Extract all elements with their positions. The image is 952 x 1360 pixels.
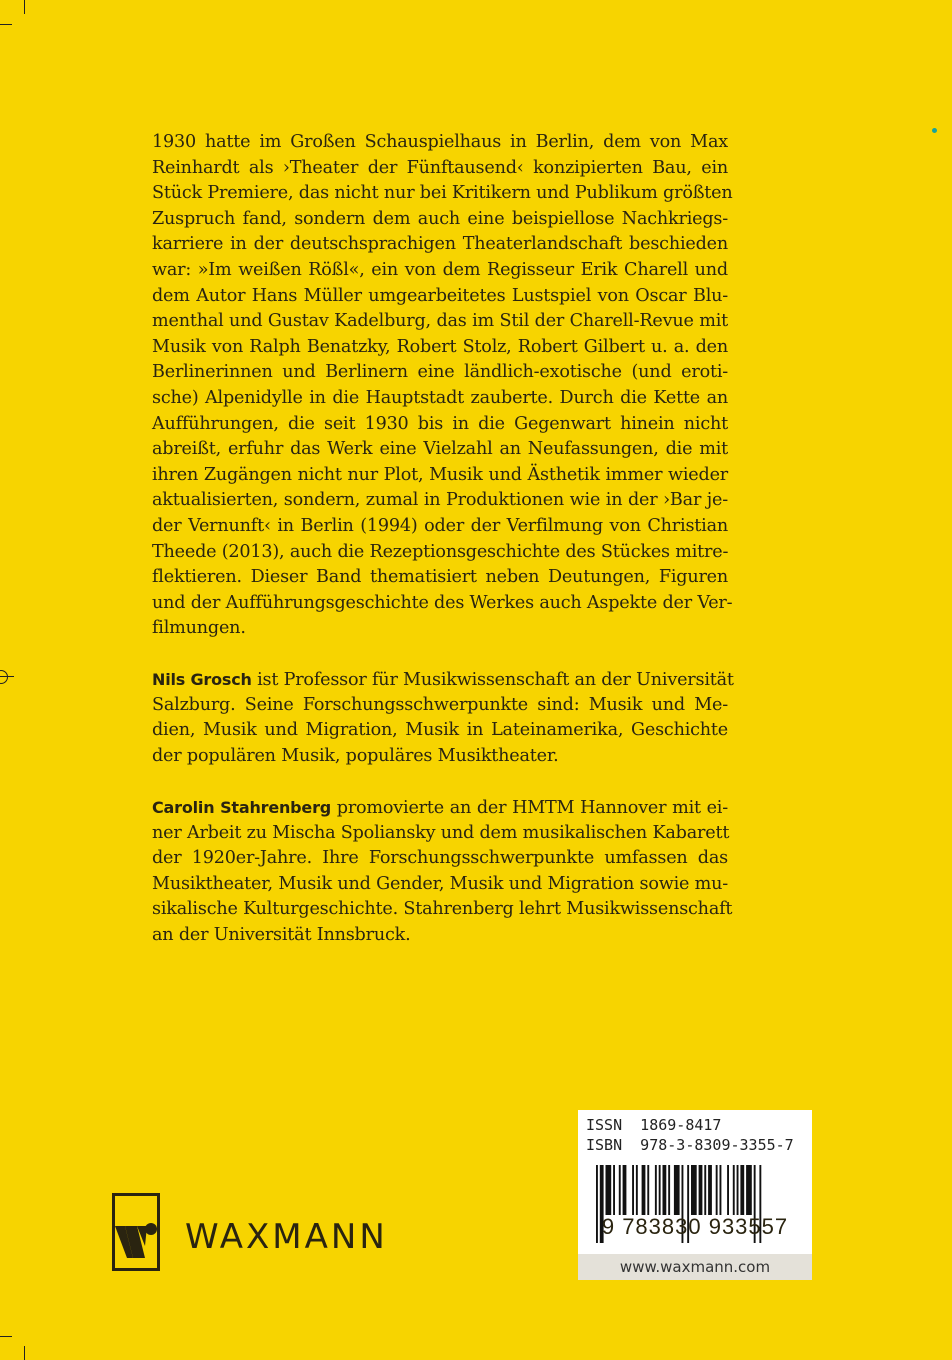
crop-mark (24, 0, 25, 14)
barcode-bar (740, 1165, 744, 1215)
barcode-bar (663, 1165, 667, 1215)
description-paragraph (152, 130, 733, 642)
line-text: Theede (2013), auch die Rezeptionsgeschichte des Stückes mitre- (152, 541, 729, 562)
barcode-bar (691, 1165, 697, 1215)
line-text: der populären Musik, populäres Musiktheater. (152, 745, 559, 766)
line-text: Berlinerinnen und Berlinern eine ländlich-exotische (und eroti- (152, 362, 728, 383)
line-text: Aufführungen, die seit 1930 bis in die Gegenwart hinein nicht (152, 413, 728, 434)
barcode-bar (659, 1165, 661, 1215)
text-line (152, 156, 728, 182)
text-line (152, 309, 728, 335)
barcode-bar (720, 1165, 722, 1215)
line-text: Musik von Ralph Benatzky, Robert Stolz, Robert Gilbert u. a. den (152, 336, 728, 357)
line-text: Salzburg. Seine Forschungsschwerpunkte sind: Musik und Me- (152, 694, 728, 715)
text-line (152, 284, 728, 310)
crop-mark (24, 1346, 25, 1360)
barcode-bar (647, 1165, 649, 1215)
barcode-digits: 9 783830 933557 (601, 1214, 789, 1239)
line-text: aktualisierten, sondern, zumal in Produktionen wie in der ›Bar je- (152, 490, 728, 511)
text-line (152, 360, 728, 386)
barcode-bar (623, 1165, 627, 1215)
line-text: war: »Im weißen Rößl«, ein von dem Regisseur Erik Charell und (152, 259, 728, 280)
line-text: der 1920er-Jahre. Ihre Forschungsschwerpunkte umfassen das (152, 848, 728, 869)
text-line (152, 335, 728, 361)
barcode-bar (708, 1165, 712, 1215)
text-line (152, 897, 733, 923)
line-text: ihren Zugängen nicht nur Plot, Musik und Ästhetik immer wieder (152, 464, 728, 485)
author-name: Nils Grosch (152, 670, 252, 689)
author-bio-grosch (152, 667, 734, 769)
text-line (152, 540, 728, 566)
line-text: flektieren. Dieser Band thematisiert neben Deutungen, Figuren (152, 567, 728, 588)
barcode-bar (746, 1165, 752, 1215)
text-line (152, 386, 728, 412)
barcode-bar (733, 1165, 735, 1215)
barcode-bar (737, 1165, 739, 1215)
line-text: an der Universität Innsbruck. (152, 924, 411, 945)
text-line (152, 565, 728, 591)
text-line (152, 258, 728, 284)
text-line (152, 181, 733, 207)
text-line (152, 437, 728, 463)
line-text: und der Aufführungsgeschichte des Werkes auch Aspekte der Ver- (152, 592, 733, 613)
isbn: ISBN 978-3-8309-3355-7 (586, 1136, 794, 1154)
barcode-bar (699, 1165, 703, 1215)
barcode-bar (727, 1165, 729, 1215)
publisher-name: WAXMANN (185, 1217, 388, 1257)
text-line (152, 616, 728, 642)
issn: ISSN 1869-8417 (586, 1116, 722, 1134)
line-text: promovierte an der HMTM Hannover mit ei- (331, 798, 728, 818)
line-text: sikalische Kulturgeschichte. Stahrenberg lehrt Musikwissenschaft (152, 899, 733, 920)
barcode-bar (636, 1165, 638, 1215)
text-line (152, 821, 728, 847)
registration-dot (932, 128, 937, 133)
line-text: der Vernunft‹ in Berlin (1994) oder der Verfilmung von Christian (152, 515, 728, 536)
line-text: menthal und Gustav Kadelburg, das im Stil der Charell-Revue mit (152, 311, 728, 332)
line-text: 1930 hatte im Großen Schauspielhaus in Berlin, dem von Max (152, 132, 728, 152)
line-text: sche) Alpenidylle in die Hauptstadt zauberte. Durch die Kette an (152, 387, 728, 408)
barcode-bar (619, 1165, 621, 1215)
barcode-bar (716, 1165, 718, 1215)
crop-mark (0, 24, 12, 25)
line-text: dem Autor Hans Müller umgearbeitetes Lustspiel von Oscar Blu- (152, 285, 728, 306)
publisher-url: www.waxmann.com (578, 1254, 812, 1280)
line-text: filmungen. (152, 618, 246, 639)
text-line (152, 795, 728, 821)
text-line (152, 130, 728, 156)
barcode-bar (613, 1165, 615, 1215)
waxmann-logo-icon (112, 1193, 160, 1271)
text-line (152, 718, 728, 744)
line-text: abreißt, erfuhr das Werk eine Vielzahl an Neufassungen, die mit (152, 439, 728, 460)
line-text: Stück Premiere, das nicht nur bei Kritikern und Publikum größten (152, 183, 733, 204)
text-line (152, 872, 728, 898)
barcode-bar (642, 1165, 646, 1215)
text-line (152, 923, 728, 949)
text-line (152, 667, 734, 693)
line-text: ner Arbeit zu Mischa Spoliansky und dem musikalischen Kabarett (152, 822, 730, 843)
line-text: karriere in der deutschsprachigen Theaterlandschaft beschieden (152, 234, 728, 255)
barcode-bar (606, 1165, 612, 1215)
barcode-bar (674, 1165, 680, 1215)
text-line (152, 412, 728, 438)
line-text: Reinhardt als ›Theater der Fünftausend‹ konzipierten Bau, ein (152, 157, 728, 178)
barcode-bar (655, 1165, 657, 1215)
crop-mark (0, 1336, 12, 1337)
barcode-bar (668, 1165, 670, 1215)
text-line (152, 846, 728, 872)
text-line (152, 232, 728, 258)
text-line (152, 488, 728, 514)
line-text: dien, Musik und Migration, Musik in Lateinamerika, Geschichte (152, 720, 728, 741)
barcode-label (578, 1110, 812, 1280)
text-line (152, 744, 728, 770)
barcode-bar (632, 1165, 634, 1215)
text-line (152, 207, 728, 233)
author-name: Carolin Stahrenberg (152, 798, 332, 817)
registration-mark-icon (0, 670, 8, 684)
line-text: ist Professor für Musikwissenschaft an der Universität (251, 670, 734, 690)
text-line (152, 463, 728, 489)
barcode-bar (704, 1165, 706, 1215)
line-text: Musiktheater, Musik und Gender, Musik und Migration sowie mu- (152, 873, 728, 894)
line-text: Zuspruch fand, sondern dem auch eine beispiellose Nachkriegs- (152, 208, 728, 229)
text-line (152, 514, 728, 540)
text-line (152, 693, 728, 719)
author-bio-stahrenberg (152, 795, 733, 949)
text-line (152, 591, 733, 617)
